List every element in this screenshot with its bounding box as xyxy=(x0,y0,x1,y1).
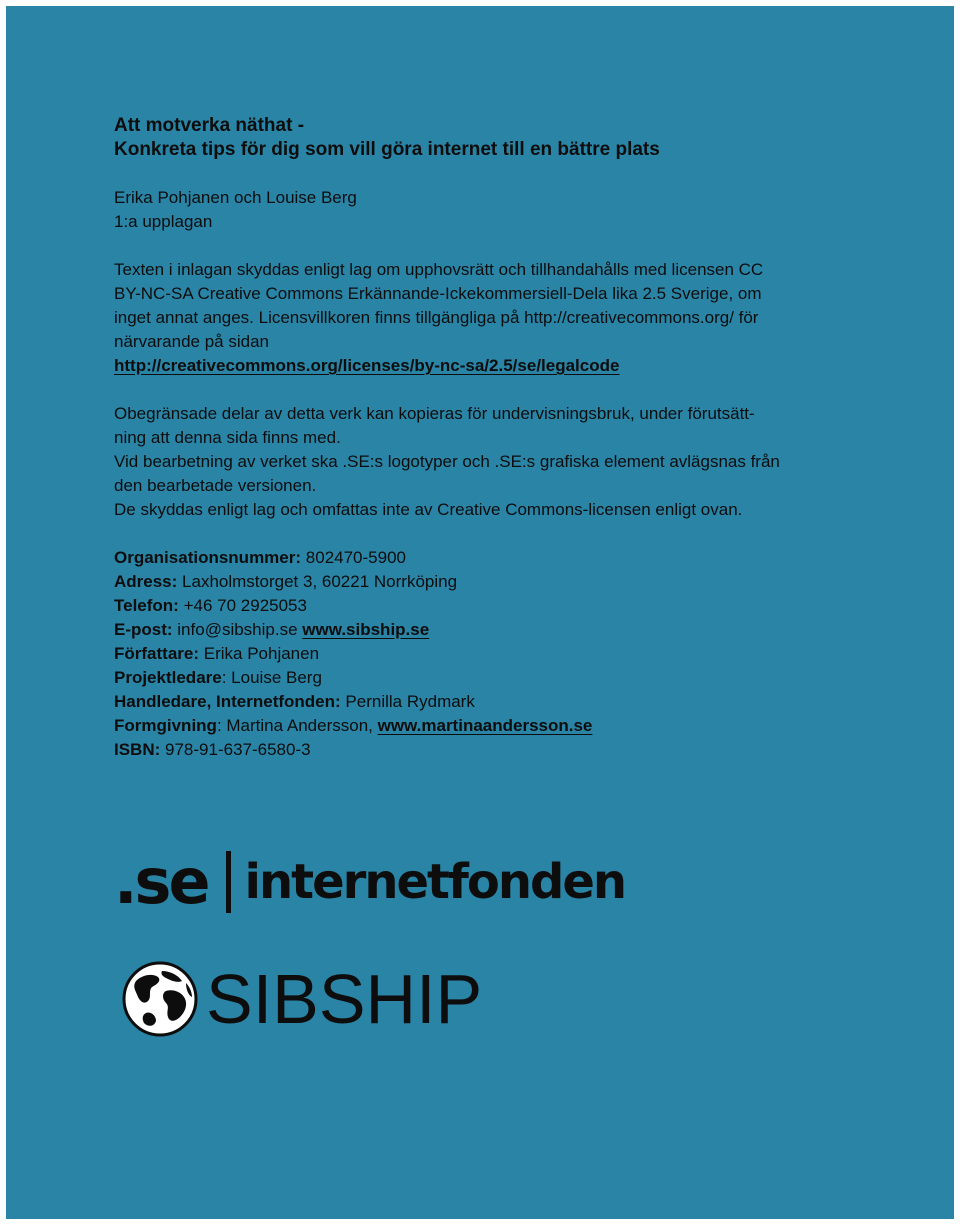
project-lead-label: Projektledare xyxy=(114,668,222,687)
design-row xyxy=(114,714,854,738)
design-label: Formgivning xyxy=(114,716,217,735)
license-link[interactable]: http://creativecommons.org/licenses/by-nc-sa/2.5/se/legalcode xyxy=(114,356,620,375)
supervisor-label: Handledare, Internetfonden: xyxy=(114,692,341,711)
license-line-3: inget annat anges. Licensvillkoren finns tillgängliga på http://creativecommons.org/ för xyxy=(114,308,759,327)
org-number-value: 802470-5900 xyxy=(305,548,406,567)
isbn-label: ISBN: xyxy=(114,740,161,759)
author-value: Erika Pohjanen xyxy=(203,644,320,663)
se-logo-text: .se xyxy=(114,845,208,918)
usage-line-5: De skyddas enligt lag och omfattas inte av Creative Commons-licensen enligt ovan. xyxy=(114,500,743,519)
globe-icon xyxy=(122,961,198,1037)
org-number-row xyxy=(114,546,854,570)
project-lead-value: : Louise Berg xyxy=(221,668,322,687)
logo-divider xyxy=(226,851,231,913)
internetfonden-logo xyxy=(114,844,694,920)
address-row xyxy=(114,570,854,594)
usage-line-2: ning att denna sida finns med. xyxy=(114,428,341,447)
email-row xyxy=(114,618,854,642)
sibship-logo xyxy=(122,958,502,1040)
internetfonden-logo-text: internetfonden xyxy=(244,854,626,910)
address-label: Adress: xyxy=(114,572,178,591)
license-line-2: BY-NC-SA Creative Commons Erkännande-Ickekommersiell-Dela lika 2.5 Sverige, om xyxy=(114,284,762,303)
license-line-1: Texten i inlagan skyddas enligt lag om upphovsrätt och tillhandahålls med licensen CC xyxy=(114,260,764,279)
org-number-label: Organisationsnummer: xyxy=(114,548,302,567)
website-link[interactable]: www.sibship.se xyxy=(302,620,430,639)
phone-value: +46 70 2925053 xyxy=(183,596,307,615)
usage-line-3: Vid bearbetning av verket ska .SE:s logotyper och .SE:s grafiska element avlägsnas från xyxy=(114,452,780,471)
email-label: E-post: xyxy=(114,620,173,639)
isbn-row xyxy=(114,738,854,762)
usage-line-4: den bearbetade versionen. xyxy=(114,476,317,495)
supervisor-value: Pernilla Rydmark xyxy=(345,692,475,711)
title-line-2: Konkreta tips för dig som vill göra internet till en bättre plats xyxy=(114,139,660,160)
phone-row xyxy=(114,594,854,618)
address-value: Laxholmstorget 3, 60221 Norrköping xyxy=(182,572,458,591)
author-row xyxy=(114,642,854,666)
authors: Erika Pohjanen och Louise Berg xyxy=(114,188,357,207)
usage-line-1: Obegränsade delar av detta verk kan kopieras för undervisningsbruk, under förutsätt- xyxy=(114,404,755,423)
email-value[interactable]: info@sibship.se xyxy=(177,620,298,639)
supervisor-row xyxy=(114,690,854,714)
edition: 1:a upplagan xyxy=(114,212,213,231)
isbn-value: 978-91-637-6580-3 xyxy=(165,740,311,759)
phone-label: Telefon: xyxy=(114,596,179,615)
title-line-1: Att motverka näthat - xyxy=(114,115,305,136)
designer-link[interactable]: www.martinaandersson.se xyxy=(377,716,593,735)
sibship-logo-text: SIBSHIP xyxy=(206,960,483,1038)
colophon xyxy=(114,114,854,762)
license-line-4: närvarande på sidan xyxy=(114,332,270,351)
design-value: : Martina Andersson, xyxy=(216,716,373,735)
project-lead-row xyxy=(114,666,854,690)
author-label: Författare: xyxy=(114,644,200,663)
back-cover-page xyxy=(6,6,954,1219)
